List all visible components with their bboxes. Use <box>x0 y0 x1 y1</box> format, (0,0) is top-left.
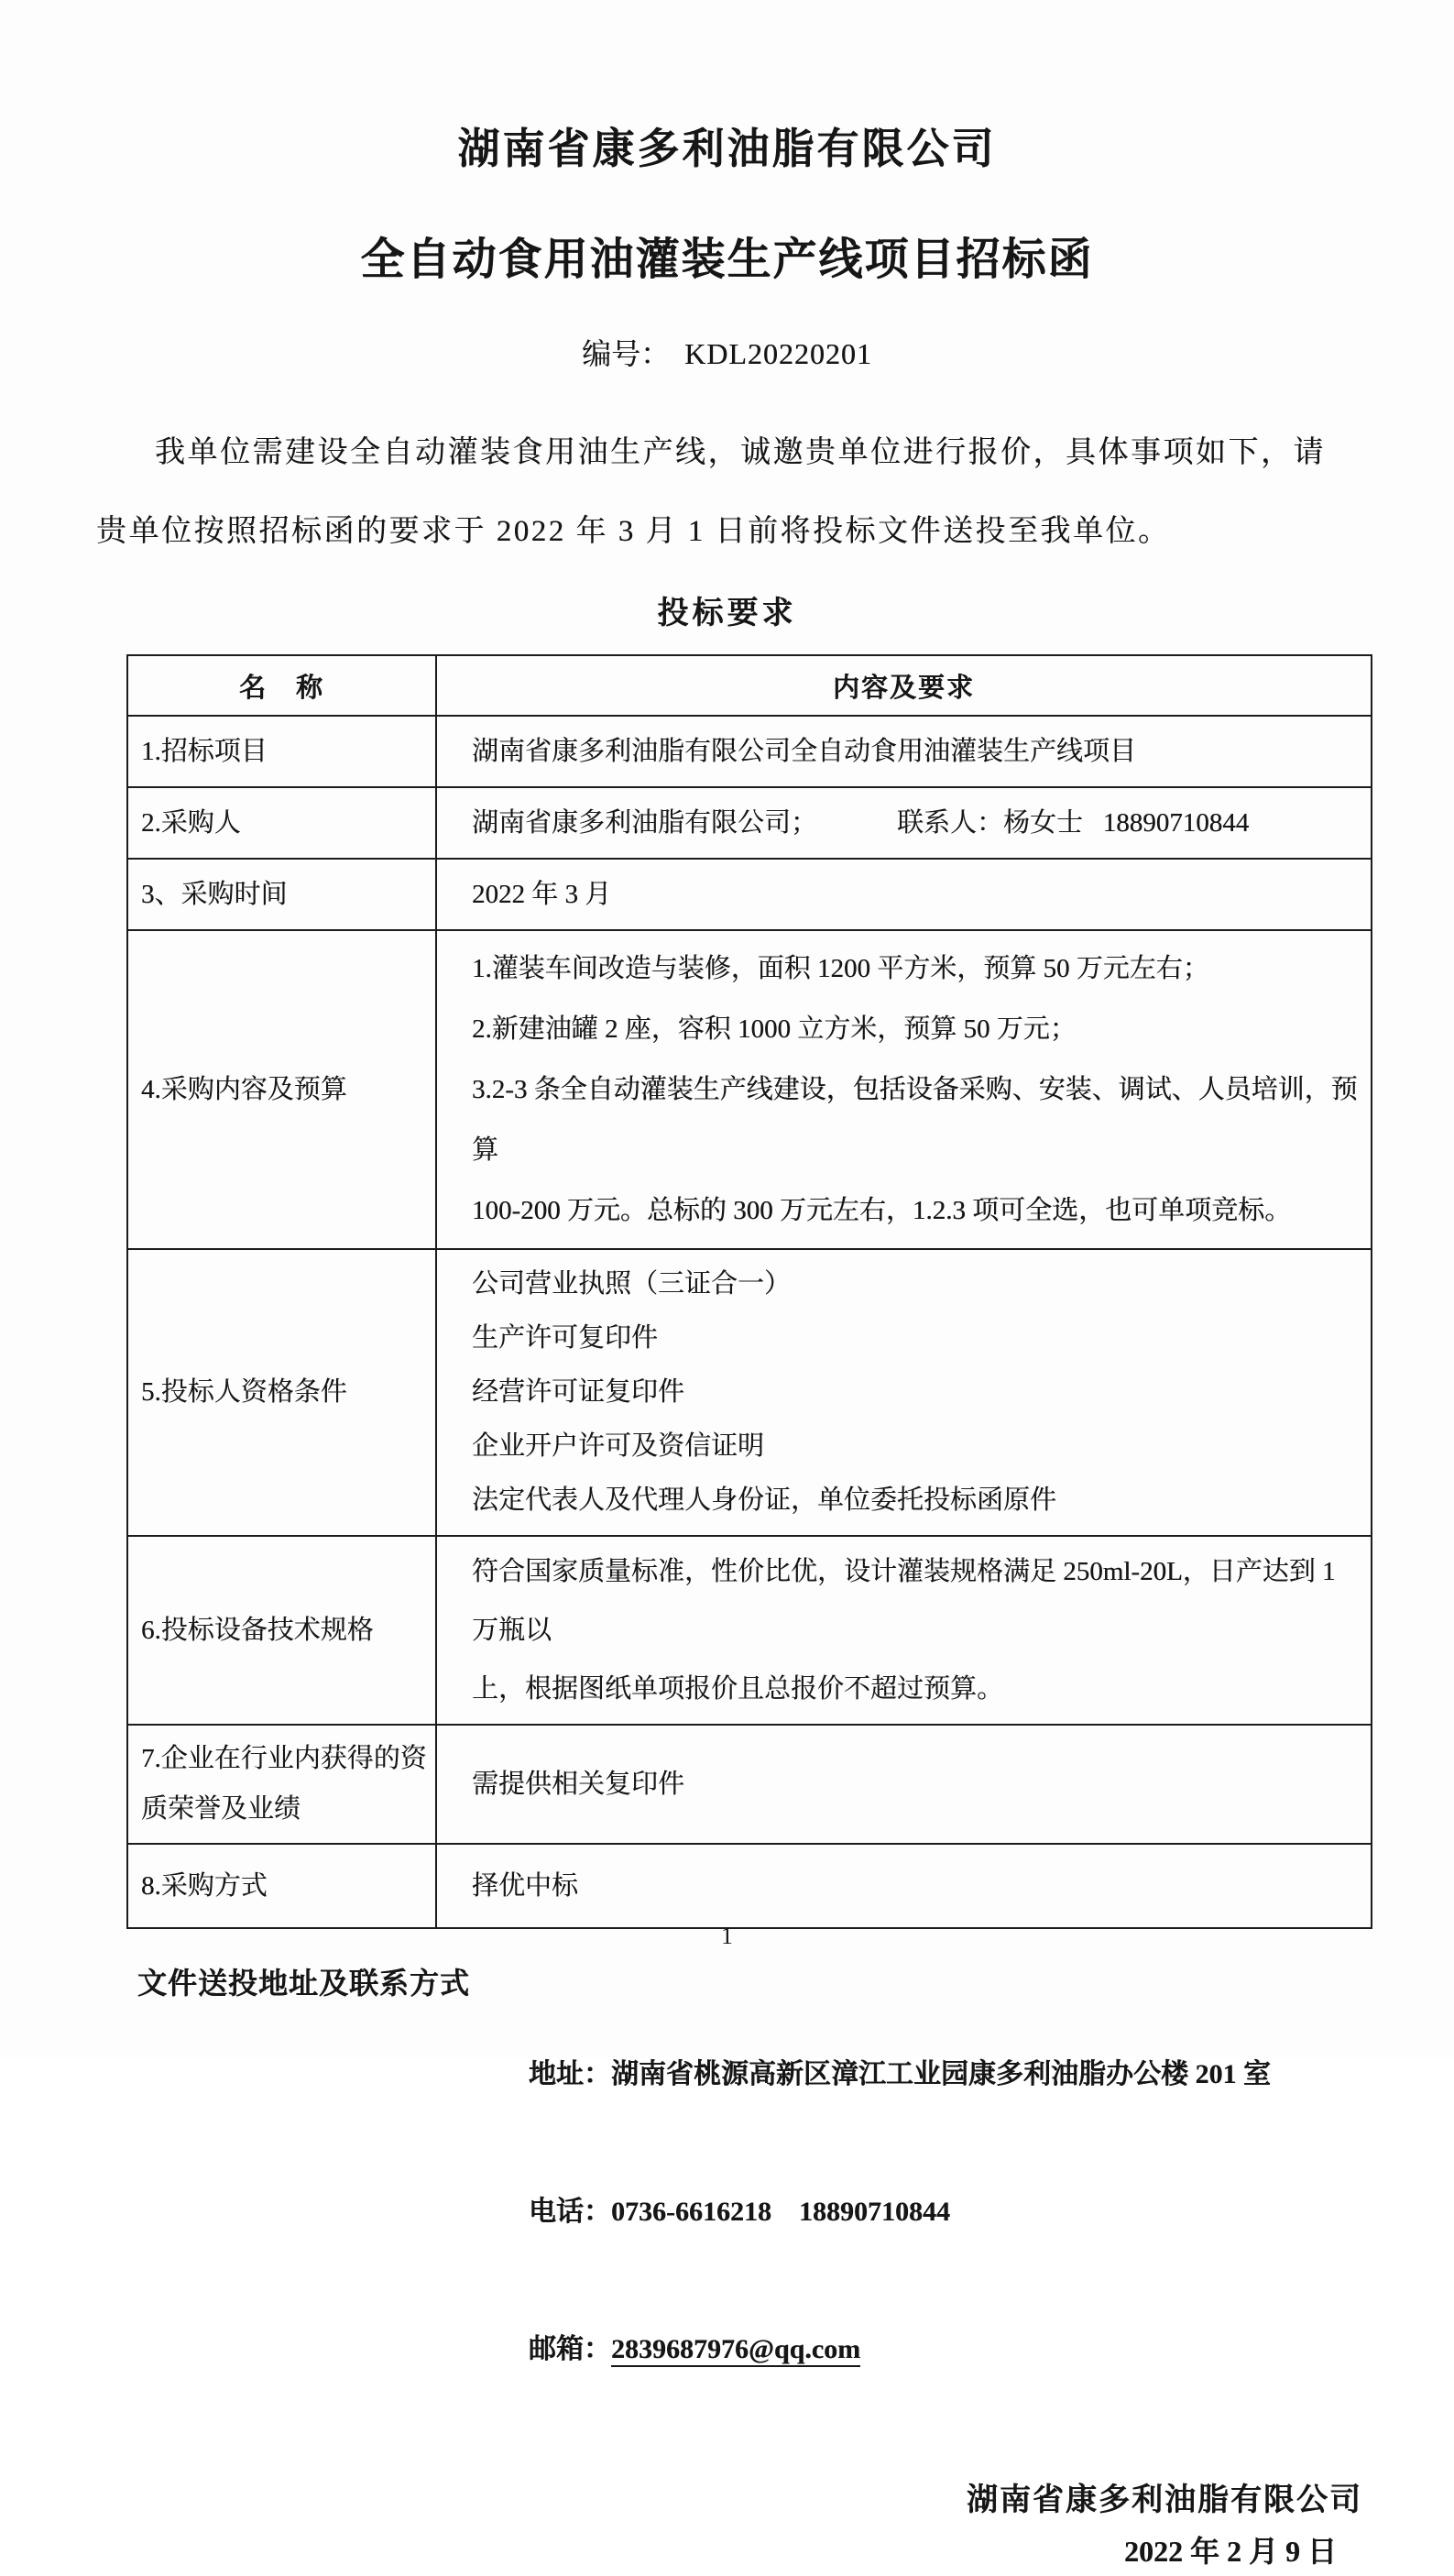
doc-number-value: KDL20220201 <box>684 337 872 370</box>
table-row <box>127 1725 1372 1844</box>
row-content-line: 经营许可证复印件 <box>472 1377 685 1407</box>
row-content-line: 湖南省康多利油脂有限公司全自动食用油灌装生产线项目 <box>472 737 1137 766</box>
email-value: 2839687976@qq.com <box>611 2334 860 2367</box>
row-content-line: 需提供相关复印件 <box>472 1770 685 1799</box>
table-row <box>127 1844 1372 1928</box>
header-content-cell: 内容及要求 <box>436 655 1372 716</box>
table-row <box>127 1249 1372 1536</box>
row-content-line: 1.灌装车间改造与装修，面积 1200 平方米，预算 50 万元左右； <box>472 954 1209 983</box>
intro-line-1: 我单位需建设全自动灌装食用油生产线，诚邀贵单位进行报价，具体事项如下，请 <box>155 436 1326 469</box>
row-content-line: 企业开户许可及资信证明 <box>472 1431 765 1461</box>
row-content-line: 法定代表人及代理人身份证，单位委托投标函原件 <box>472 1485 1057 1515</box>
doc-number-line <box>0 331 1454 373</box>
email-line <box>529 2327 1271 2373</box>
row-content-line: 生产许可复印件 <box>472 1323 659 1353</box>
table-row <box>127 787 1372 859</box>
intro-paragraph <box>96 413 1372 571</box>
table-row <box>127 930 1372 1249</box>
intro-line-2: 贵单位按照招标函的要求于 2022 年 3 月 1 日前将投标文件送投至我单位。 <box>96 515 1171 548</box>
table-row <box>127 859 1372 930</box>
table-row <box>127 716 1372 787</box>
row-content-line: 100-200 万元。总标的 300 万元左右，1.2.3 项可全选，也可单项竞标。 <box>472 1196 1292 1225</box>
table-row <box>127 1536 1372 1725</box>
row-name: 4.采购内容及预算 <box>127 930 436 1249</box>
section-heading: 投标要求 <box>657 597 797 630</box>
document-title: 全自动食用油灌装生产线项目招标函 <box>360 236 1094 284</box>
row-name: 3、采购时间 <box>127 859 436 930</box>
email-label: 邮箱： <box>529 2334 611 2364</box>
signature-date: 2022 年 2 月 9 日 <box>1123 2535 1337 2568</box>
delivery-contact-block <box>137 1960 1454 2464</box>
address-line: 地址：湖南省桃源高新区漳江工业园康多利油脂办公楼 201 室 <box>529 2059 1271 2089</box>
page-number: 1 <box>721 1923 733 1949</box>
row-name: 1.招标项目 <box>127 716 436 787</box>
row-content-line: 3.2-3 条全自动灌装生产线建设，包括设备采购、安装、调试、人员培训，预算 <box>472 1075 1358 1165</box>
row-content-line: 择优中标 <box>472 1871 579 1901</box>
table-header-row <box>127 655 1372 716</box>
company-title: 湖南省康多利油脂有限公司 <box>457 125 997 172</box>
row-name: 7.企业在行业内获得的资质荣誉及业绩 <box>127 1725 436 1844</box>
row-name: 6.投标设备技术规格 <box>127 1536 436 1725</box>
contact-details <box>529 1960 1271 2464</box>
doc-number-label: 编号： <box>582 337 671 370</box>
row-content-line: 符合国家质量标准，性价比优，设计灌装规格满足 250ml-20L，日产达到 1 万瓶以 <box>472 1557 1342 1645</box>
row-name: 8.采购方式 <box>127 1844 436 1928</box>
row-content-line: 上，根据图纸单项报价且总报价不超过预算。 <box>472 1674 1004 1704</box>
header-name-cell: 名 称 <box>127 655 436 716</box>
row-name: 5.投标人资格条件 <box>127 1249 436 1536</box>
row-content-line: 湖南省康多利油脂有限公司； 联系人：杨女士 18890710844 <box>472 808 1250 838</box>
signature-company: 湖南省康多利油脂有限公司 <box>967 2483 1362 2517</box>
row-name: 2.采购人 <box>127 787 436 859</box>
row-content-line: 2022 年 3 月 <box>472 880 612 909</box>
contact-label: 文件送投地址及联系方式 <box>137 1967 471 2000</box>
row-content-line: 2.新建油罐 2 座，容积 1000 立方米，预算 50 万元； <box>472 1014 1077 1044</box>
phone-line: 电话：0736-6616218 18890710844 <box>529 2197 950 2227</box>
signature-block <box>0 2475 1362 2576</box>
row-content-line: 公司营业执照（三证合一） <box>472 1269 792 1299</box>
requirements-table <box>126 654 1372 1929</box>
